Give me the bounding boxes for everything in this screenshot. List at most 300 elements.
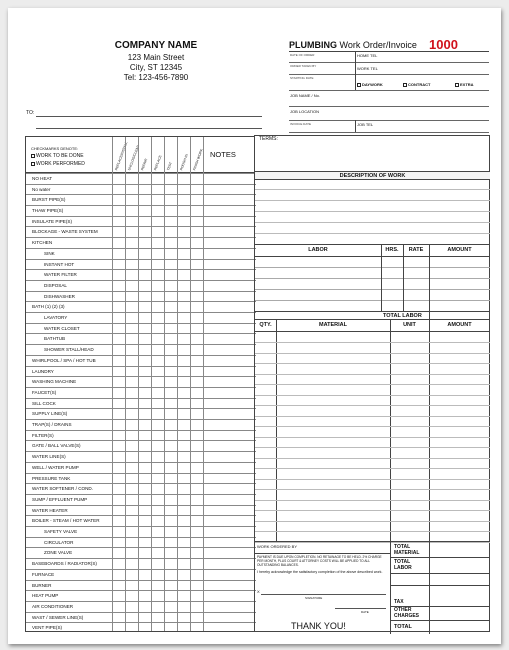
checklist-checkbox-cell[interactable] bbox=[125, 174, 138, 184]
notes-cell[interactable] bbox=[203, 217, 256, 227]
checklist-checkbox-cell[interactable] bbox=[190, 495, 203, 505]
checklist-checkbox-cell[interactable] bbox=[151, 399, 164, 409]
order-taken-by-field[interactable]: ORDER TAKEN BY bbox=[290, 64, 317, 68]
checklist-checkbox-cell[interactable] bbox=[177, 356, 190, 366]
checklist-checkbox-cell[interactable] bbox=[190, 484, 203, 494]
date-of-order-field[interactable]: DATE OF ORDER bbox=[290, 53, 315, 57]
checklist-checkbox-cell[interactable] bbox=[125, 484, 138, 494]
signature-field[interactable] bbox=[255, 588, 390, 596]
checklist-checkbox-cell[interactable] bbox=[112, 356, 125, 366]
checklist-checkbox-cell[interactable] bbox=[125, 602, 138, 612]
checklist-checkbox-cell[interactable] bbox=[112, 506, 125, 516]
checklist-checkbox-cell[interactable] bbox=[164, 270, 177, 280]
checklist-checkbox-cell[interactable] bbox=[190, 356, 203, 366]
notes-cell[interactable] bbox=[203, 302, 256, 312]
checklist-checkbox-cell[interactable] bbox=[112, 441, 125, 451]
checklist-checkbox-cell[interactable] bbox=[112, 538, 125, 548]
checklist-checkbox-cell[interactable] bbox=[125, 452, 138, 462]
checklist-checkbox-cell[interactable] bbox=[177, 581, 190, 591]
checklist-checkbox-cell[interactable] bbox=[112, 431, 125, 441]
checklist-checkbox-cell[interactable] bbox=[164, 356, 177, 366]
checklist-checkbox-cell[interactable] bbox=[164, 377, 177, 387]
checklist-checkbox-cell[interactable] bbox=[138, 313, 151, 323]
checklist-checkbox-cell[interactable] bbox=[164, 527, 177, 537]
checklist-checkbox-cell[interactable] bbox=[190, 613, 203, 623]
checklist-checkbox-cell[interactable] bbox=[138, 388, 151, 398]
checklist-checkbox-cell[interactable] bbox=[164, 441, 177, 451]
checklist-checkbox-cell[interactable] bbox=[112, 591, 125, 601]
notes-cell[interactable] bbox=[203, 174, 256, 184]
checklist-checkbox-cell[interactable] bbox=[164, 334, 177, 344]
checklist-checkbox-cell[interactable] bbox=[164, 409, 177, 419]
checklist-checkbox-cell[interactable] bbox=[151, 238, 164, 248]
checklist-checkbox-cell[interactable] bbox=[190, 324, 203, 334]
checklist-checkbox-cell[interactable] bbox=[151, 623, 164, 633]
checklist-checkbox-cell[interactable] bbox=[190, 238, 203, 248]
checklist-checkbox-cell[interactable] bbox=[164, 420, 177, 430]
checklist-checkbox-cell[interactable] bbox=[125, 559, 138, 569]
checklist-checkbox-cell[interactable] bbox=[125, 516, 138, 526]
checklist-checkbox-cell[interactable] bbox=[151, 281, 164, 291]
checklist-checkbox-cell[interactable] bbox=[164, 581, 177, 591]
checklist-checkbox-cell[interactable] bbox=[112, 484, 125, 494]
checklist-checkbox-cell[interactable] bbox=[164, 324, 177, 334]
checklist-checkbox-cell[interactable] bbox=[164, 313, 177, 323]
checklist-checkbox-cell[interactable] bbox=[151, 602, 164, 612]
checklist-checkbox-cell[interactable] bbox=[112, 548, 125, 558]
checklist-checkbox-cell[interactable] bbox=[112, 623, 125, 633]
contract-checkbox[interactable]: CONTRACT bbox=[403, 82, 430, 87]
checklist-checkbox-cell[interactable] bbox=[125, 281, 138, 291]
notes-cell[interactable] bbox=[203, 484, 256, 494]
home-tel-field[interactable]: HOME TEL bbox=[357, 53, 378, 58]
job-name-field[interactable]: JOB NAME / No. bbox=[290, 93, 321, 98]
checklist-checkbox-cell[interactable] bbox=[125, 377, 138, 387]
checklist-checkbox-cell[interactable] bbox=[151, 388, 164, 398]
checklist-checkbox-cell[interactable] bbox=[177, 452, 190, 462]
checklist-checkbox-cell[interactable] bbox=[190, 249, 203, 259]
checklist-checkbox-cell[interactable] bbox=[190, 377, 203, 387]
checklist-checkbox-cell[interactable] bbox=[112, 238, 125, 248]
checklist-checkbox-cell[interactable] bbox=[138, 474, 151, 484]
checklist-checkbox-cell[interactable] bbox=[138, 463, 151, 473]
checklist-checkbox-cell[interactable] bbox=[112, 527, 125, 537]
checklist-checkbox-cell[interactable] bbox=[151, 206, 164, 216]
checklist-checkbox-cell[interactable] bbox=[138, 302, 151, 312]
notes-cell[interactable] bbox=[203, 570, 256, 580]
checklist-checkbox-cell[interactable] bbox=[190, 367, 203, 377]
checklist-checkbox-cell[interactable] bbox=[177, 591, 190, 601]
checklist-checkbox-cell[interactable] bbox=[125, 217, 138, 227]
checklist-checkbox-cell[interactable] bbox=[125, 260, 138, 270]
checklist-checkbox-cell[interactable] bbox=[138, 506, 151, 516]
checklist-checkbox-cell[interactable] bbox=[151, 260, 164, 270]
notes-cell[interactable] bbox=[203, 356, 256, 366]
notes-cell[interactable] bbox=[203, 463, 256, 473]
checklist-checkbox-cell[interactable] bbox=[151, 441, 164, 451]
notes-cell[interactable] bbox=[203, 334, 256, 344]
checklist-checkbox-cell[interactable] bbox=[112, 227, 125, 237]
checklist-checkbox-cell[interactable] bbox=[177, 281, 190, 291]
checklist-checkbox-cell[interactable] bbox=[112, 174, 125, 184]
checklist-checkbox-cell[interactable] bbox=[164, 174, 177, 184]
checklist-checkbox-cell[interactable] bbox=[190, 217, 203, 227]
notes-cell[interactable] bbox=[203, 495, 256, 505]
checklist-checkbox-cell[interactable] bbox=[138, 238, 151, 248]
checklist-checkbox-cell[interactable] bbox=[151, 367, 164, 377]
checklist-checkbox-cell[interactable] bbox=[151, 548, 164, 558]
checklist-checkbox-cell[interactable] bbox=[177, 206, 190, 216]
checklist-checkbox-cell[interactable] bbox=[164, 495, 177, 505]
notes-cell[interactable] bbox=[203, 313, 256, 323]
notes-cell[interactable] bbox=[203, 591, 256, 601]
checklist-checkbox-cell[interactable] bbox=[112, 302, 125, 312]
checklist-checkbox-cell[interactable] bbox=[125, 227, 138, 237]
checklist-checkbox-cell[interactable] bbox=[125, 302, 138, 312]
checklist-checkbox-cell[interactable] bbox=[125, 249, 138, 259]
checklist-checkbox-cell[interactable] bbox=[125, 431, 138, 441]
checklist-checkbox-cell[interactable] bbox=[177, 538, 190, 548]
checklist-checkbox-cell[interactable] bbox=[138, 260, 151, 270]
checklist-checkbox-cell[interactable] bbox=[151, 195, 164, 205]
notes-cell[interactable] bbox=[203, 249, 256, 259]
checklist-checkbox-cell[interactable] bbox=[151, 452, 164, 462]
checklist-checkbox-cell[interactable] bbox=[112, 399, 125, 409]
checklist-checkbox-cell[interactable] bbox=[177, 602, 190, 612]
notes-cell[interactable] bbox=[203, 324, 256, 334]
checklist-checkbox-cell[interactable] bbox=[177, 388, 190, 398]
checklist-checkbox-cell[interactable] bbox=[177, 495, 190, 505]
checklist-checkbox-cell[interactable] bbox=[190, 516, 203, 526]
checklist-checkbox-cell[interactable] bbox=[177, 334, 190, 344]
checklist-checkbox-cell[interactable] bbox=[151, 334, 164, 344]
checklist-checkbox-cell[interactable] bbox=[177, 249, 190, 259]
checklist-checkbox-cell[interactable] bbox=[190, 420, 203, 430]
checklist-checkbox-cell[interactable] bbox=[177, 174, 190, 184]
notes-cell[interactable] bbox=[203, 409, 256, 419]
checklist-checkbox-cell[interactable] bbox=[164, 516, 177, 526]
extra-checkbox[interactable]: EXTRA bbox=[455, 82, 474, 87]
checklist-checkbox-cell[interactable] bbox=[164, 474, 177, 484]
notes-cell[interactable] bbox=[203, 292, 256, 302]
checklist-checkbox-cell[interactable] bbox=[112, 420, 125, 430]
checklist-checkbox-cell[interactable] bbox=[112, 217, 125, 227]
checklist-checkbox-cell[interactable] bbox=[164, 345, 177, 355]
daywork-checkbox[interactable]: DAYWORK bbox=[357, 82, 383, 87]
checklist-checkbox-cell[interactable] bbox=[151, 249, 164, 259]
checklist-checkbox-cell[interactable] bbox=[190, 174, 203, 184]
checklist-checkbox-cell[interactable] bbox=[125, 195, 138, 205]
checklist-checkbox-cell[interactable] bbox=[151, 484, 164, 494]
checklist-checkbox-cell[interactable] bbox=[151, 313, 164, 323]
checklist-checkbox-cell[interactable] bbox=[190, 206, 203, 216]
checklist-checkbox-cell[interactable] bbox=[190, 302, 203, 312]
checklist-checkbox-cell[interactable] bbox=[112, 185, 125, 195]
checklist-checkbox-cell[interactable] bbox=[164, 292, 177, 302]
notes-cell[interactable] bbox=[203, 206, 256, 216]
checklist-checkbox-cell[interactable] bbox=[164, 217, 177, 227]
checklist-checkbox-cell[interactable] bbox=[190, 602, 203, 612]
checklist-checkbox-cell[interactable] bbox=[190, 623, 203, 633]
checklist-checkbox-cell[interactable] bbox=[164, 388, 177, 398]
checklist-checkbox-cell[interactable] bbox=[164, 238, 177, 248]
checklist-checkbox-cell[interactable] bbox=[177, 313, 190, 323]
checklist-checkbox-cell[interactable] bbox=[125, 538, 138, 548]
checklist-checkbox-cell[interactable] bbox=[190, 431, 203, 441]
checklist-checkbox-cell[interactable] bbox=[138, 292, 151, 302]
checklist-checkbox-cell[interactable] bbox=[151, 463, 164, 473]
checklist-checkbox-cell[interactable] bbox=[164, 185, 177, 195]
checklist-checkbox-cell[interactable] bbox=[164, 281, 177, 291]
checklist-checkbox-cell[interactable] bbox=[125, 238, 138, 248]
notes-cell[interactable] bbox=[203, 452, 256, 462]
checklist-checkbox-cell[interactable] bbox=[125, 420, 138, 430]
checklist-checkbox-cell[interactable] bbox=[177, 623, 190, 633]
notes-cell[interactable] bbox=[203, 441, 256, 451]
checklist-checkbox-cell[interactable] bbox=[177, 270, 190, 280]
checklist-checkbox-cell[interactable] bbox=[164, 452, 177, 462]
checklist-checkbox-cell[interactable] bbox=[112, 452, 125, 462]
checklist-checkbox-cell[interactable] bbox=[190, 227, 203, 237]
checklist-checkbox-cell[interactable] bbox=[112, 334, 125, 344]
checklist-checkbox-cell[interactable] bbox=[138, 195, 151, 205]
notes-cell[interactable] bbox=[203, 185, 256, 195]
checklist-checkbox-cell[interactable] bbox=[151, 217, 164, 227]
checklist-checkbox-cell[interactable] bbox=[177, 302, 190, 312]
checklist-checkbox-cell[interactable] bbox=[125, 345, 138, 355]
checklist-checkbox-cell[interactable] bbox=[190, 281, 203, 291]
checklist-checkbox-cell[interactable] bbox=[138, 367, 151, 377]
checklist-checkbox-cell[interactable] bbox=[138, 527, 151, 537]
checklist-checkbox-cell[interactable] bbox=[138, 570, 151, 580]
checklist-checkbox-cell[interactable] bbox=[190, 463, 203, 473]
checklist-checkbox-cell[interactable] bbox=[177, 613, 190, 623]
checklist-checkbox-cell[interactable] bbox=[125, 441, 138, 451]
checklist-checkbox-cell[interactable] bbox=[138, 516, 151, 526]
checklist-checkbox-cell[interactable] bbox=[190, 195, 203, 205]
checklist-checkbox-cell[interactable] bbox=[151, 345, 164, 355]
checklist-checkbox-cell[interactable] bbox=[164, 591, 177, 601]
notes-cell[interactable] bbox=[203, 260, 256, 270]
checklist-checkbox-cell[interactable] bbox=[177, 559, 190, 569]
checklist-checkbox-cell[interactable] bbox=[177, 292, 190, 302]
checklist-checkbox-cell[interactable] bbox=[164, 249, 177, 259]
checklist-checkbox-cell[interactable] bbox=[177, 217, 190, 227]
checklist-checkbox-cell[interactable] bbox=[138, 484, 151, 494]
checklist-checkbox-cell[interactable] bbox=[112, 195, 125, 205]
checklist-checkbox-cell[interactable] bbox=[177, 441, 190, 451]
checklist-checkbox-cell[interactable] bbox=[177, 238, 190, 248]
checklist-checkbox-cell[interactable] bbox=[138, 270, 151, 280]
notes-cell[interactable] bbox=[203, 367, 256, 377]
checklist-checkbox-cell[interactable] bbox=[138, 356, 151, 366]
checklist-checkbox-cell[interactable] bbox=[125, 334, 138, 344]
checklist-checkbox-cell[interactable] bbox=[138, 602, 151, 612]
checklist-checkbox-cell[interactable] bbox=[190, 270, 203, 280]
notes-cell[interactable] bbox=[203, 399, 256, 409]
checklist-checkbox-cell[interactable] bbox=[190, 292, 203, 302]
checklist-checkbox-cell[interactable] bbox=[190, 345, 203, 355]
checklist-checkbox-cell[interactable] bbox=[177, 185, 190, 195]
checklist-checkbox-cell[interactable] bbox=[177, 345, 190, 355]
checklist-checkbox-cell[interactable] bbox=[190, 474, 203, 484]
notes-cell[interactable] bbox=[203, 238, 256, 248]
checklist-checkbox-cell[interactable] bbox=[177, 409, 190, 419]
checklist-checkbox-cell[interactable] bbox=[151, 302, 164, 312]
checklist-checkbox-cell[interactable] bbox=[138, 345, 151, 355]
checklist-checkbox-cell[interactable] bbox=[151, 613, 164, 623]
checklist-checkbox-cell[interactable] bbox=[164, 613, 177, 623]
checklist-checkbox-cell[interactable] bbox=[112, 409, 125, 419]
checklist-checkbox-cell[interactable] bbox=[138, 227, 151, 237]
checklist-checkbox-cell[interactable] bbox=[125, 367, 138, 377]
checklist-checkbox-cell[interactable] bbox=[125, 463, 138, 473]
checklist-checkbox-cell[interactable] bbox=[164, 302, 177, 312]
notes-cell[interactable] bbox=[203, 516, 256, 526]
to-address-field[interactable] bbox=[32, 108, 262, 130]
checklist-checkbox-cell[interactable] bbox=[125, 388, 138, 398]
checklist-checkbox-cell[interactable] bbox=[190, 441, 203, 451]
checklist-checkbox-cell[interactable] bbox=[138, 431, 151, 441]
notes-cell[interactable] bbox=[203, 431, 256, 441]
checklist-checkbox-cell[interactable] bbox=[112, 377, 125, 387]
checklist-checkbox-cell[interactable] bbox=[151, 495, 164, 505]
checklist-checkbox-cell[interactable] bbox=[138, 377, 151, 387]
checklist-checkbox-cell[interactable] bbox=[112, 559, 125, 569]
checklist-checkbox-cell[interactable] bbox=[112, 281, 125, 291]
description-area[interactable] bbox=[255, 180, 490, 244]
checklist-checkbox-cell[interactable] bbox=[125, 527, 138, 537]
checklist-checkbox-cell[interactable] bbox=[190, 581, 203, 591]
checklist-checkbox-cell[interactable] bbox=[151, 227, 164, 237]
checklist-checkbox-cell[interactable] bbox=[112, 345, 125, 355]
checklist-checkbox-cell[interactable] bbox=[112, 602, 125, 612]
notes-cell[interactable] bbox=[203, 388, 256, 398]
checklist-checkbox-cell[interactable] bbox=[177, 474, 190, 484]
notes-cell[interactable] bbox=[203, 581, 256, 591]
notes-cell[interactable] bbox=[203, 474, 256, 484]
checklist-checkbox-cell[interactable] bbox=[164, 431, 177, 441]
checklist-checkbox-cell[interactable] bbox=[112, 495, 125, 505]
checklist-checkbox-cell[interactable] bbox=[112, 367, 125, 377]
checklist-checkbox-cell[interactable] bbox=[164, 195, 177, 205]
checklist-checkbox-cell[interactable] bbox=[177, 399, 190, 409]
checklist-checkbox-cell[interactable] bbox=[177, 227, 190, 237]
checklist-checkbox-cell[interactable] bbox=[125, 409, 138, 419]
checklist-checkbox-cell[interactable] bbox=[138, 581, 151, 591]
checklist-checkbox-cell[interactable] bbox=[138, 217, 151, 227]
checklist-checkbox-cell[interactable] bbox=[177, 463, 190, 473]
checklist-checkbox-cell[interactable] bbox=[138, 185, 151, 195]
job-location-field[interactable]: JOB LOCATION bbox=[290, 109, 320, 114]
notes-cell[interactable] bbox=[203, 559, 256, 569]
checklist-checkbox-cell[interactable] bbox=[190, 570, 203, 580]
checklist-checkbox-cell[interactable] bbox=[151, 420, 164, 430]
checklist-checkbox-cell[interactable] bbox=[190, 527, 203, 537]
checklist-checkbox-cell[interactable] bbox=[125, 495, 138, 505]
checklist-checkbox-cell[interactable] bbox=[112, 613, 125, 623]
checklist-checkbox-cell[interactable] bbox=[177, 527, 190, 537]
checklist-checkbox-cell[interactable] bbox=[151, 185, 164, 195]
checklist-checkbox-cell[interactable] bbox=[125, 570, 138, 580]
checklist-checkbox-cell[interactable] bbox=[112, 292, 125, 302]
checklist-checkbox-cell[interactable] bbox=[112, 474, 125, 484]
checklist-checkbox-cell[interactable] bbox=[190, 559, 203, 569]
checklist-checkbox-cell[interactable] bbox=[190, 185, 203, 195]
checklist-checkbox-cell[interactable] bbox=[138, 591, 151, 601]
notes-cell[interactable] bbox=[203, 602, 256, 612]
checklist-checkbox-cell[interactable] bbox=[138, 613, 151, 623]
checklist-checkbox-cell[interactable] bbox=[177, 195, 190, 205]
checklist-checkbox-cell[interactable] bbox=[151, 516, 164, 526]
checklist-checkbox-cell[interactable] bbox=[125, 313, 138, 323]
checklist-checkbox-cell[interactable] bbox=[151, 292, 164, 302]
notes-cell[interactable] bbox=[203, 548, 256, 558]
checklist-checkbox-cell[interactable] bbox=[112, 206, 125, 216]
checklist-checkbox-cell[interactable] bbox=[138, 495, 151, 505]
checklist-checkbox-cell[interactable] bbox=[151, 409, 164, 419]
notes-cell[interactable] bbox=[203, 623, 256, 633]
checklist-checkbox-cell[interactable] bbox=[164, 206, 177, 216]
checklist-checkbox-cell[interactable] bbox=[177, 548, 190, 558]
work-tel-field[interactable]: WORK TEL bbox=[357, 66, 378, 71]
checklist-checkbox-cell[interactable] bbox=[112, 581, 125, 591]
invoice-date-field[interactable]: INVOICE DATE bbox=[290, 122, 311, 126]
checklist-checkbox-cell[interactable] bbox=[138, 399, 151, 409]
checklist-checkbox-cell[interactable] bbox=[138, 441, 151, 451]
checklist-checkbox-cell[interactable] bbox=[164, 260, 177, 270]
checklist-checkbox-cell[interactable] bbox=[151, 527, 164, 537]
checklist-checkbox-cell[interactable] bbox=[125, 292, 138, 302]
checklist-checkbox-cell[interactable] bbox=[138, 174, 151, 184]
checklist-checkbox-cell[interactable] bbox=[125, 270, 138, 280]
checklist-checkbox-cell[interactable] bbox=[164, 463, 177, 473]
checklist-checkbox-cell[interactable] bbox=[125, 581, 138, 591]
checklist-checkbox-cell[interactable] bbox=[112, 388, 125, 398]
checklist-checkbox-cell[interactable] bbox=[125, 399, 138, 409]
checklist-checkbox-cell[interactable] bbox=[138, 281, 151, 291]
checklist-checkbox-cell[interactable] bbox=[138, 206, 151, 216]
notes-cell[interactable] bbox=[203, 270, 256, 280]
checklist-checkbox-cell[interactable] bbox=[151, 174, 164, 184]
job-tel-field[interactable]: JOB TEL bbox=[357, 122, 374, 127]
checklist-checkbox-cell[interactable] bbox=[125, 324, 138, 334]
checklist-checkbox-cell[interactable] bbox=[151, 324, 164, 334]
notes-cell[interactable] bbox=[203, 506, 256, 516]
checklist-checkbox-cell[interactable] bbox=[190, 388, 203, 398]
checklist-checkbox-cell[interactable] bbox=[164, 602, 177, 612]
checklist-checkbox-cell[interactable] bbox=[125, 474, 138, 484]
checklist-checkbox-cell[interactable] bbox=[164, 506, 177, 516]
checklist-checkbox-cell[interactable] bbox=[164, 538, 177, 548]
checklist-checkbox-cell[interactable] bbox=[138, 409, 151, 419]
notes-cell[interactable] bbox=[203, 281, 256, 291]
checklist-checkbox-cell[interactable] bbox=[190, 260, 203, 270]
checklist-checkbox-cell[interactable] bbox=[125, 356, 138, 366]
checklist-checkbox-cell[interactable] bbox=[151, 474, 164, 484]
checklist-checkbox-cell[interactable] bbox=[164, 623, 177, 633]
checklist-checkbox-cell[interactable] bbox=[190, 506, 203, 516]
checklist-checkbox-cell[interactable] bbox=[177, 420, 190, 430]
checklist-checkbox-cell[interactable] bbox=[151, 591, 164, 601]
checklist-checkbox-cell[interactable] bbox=[112, 324, 125, 334]
notes-cell[interactable] bbox=[203, 613, 256, 623]
checklist-checkbox-cell[interactable] bbox=[190, 334, 203, 344]
checklist-checkbox-cell[interactable] bbox=[164, 367, 177, 377]
notes-cell[interactable] bbox=[203, 538, 256, 548]
checklist-checkbox-cell[interactable] bbox=[125, 591, 138, 601]
checklist-checkbox-cell[interactable] bbox=[125, 623, 138, 633]
